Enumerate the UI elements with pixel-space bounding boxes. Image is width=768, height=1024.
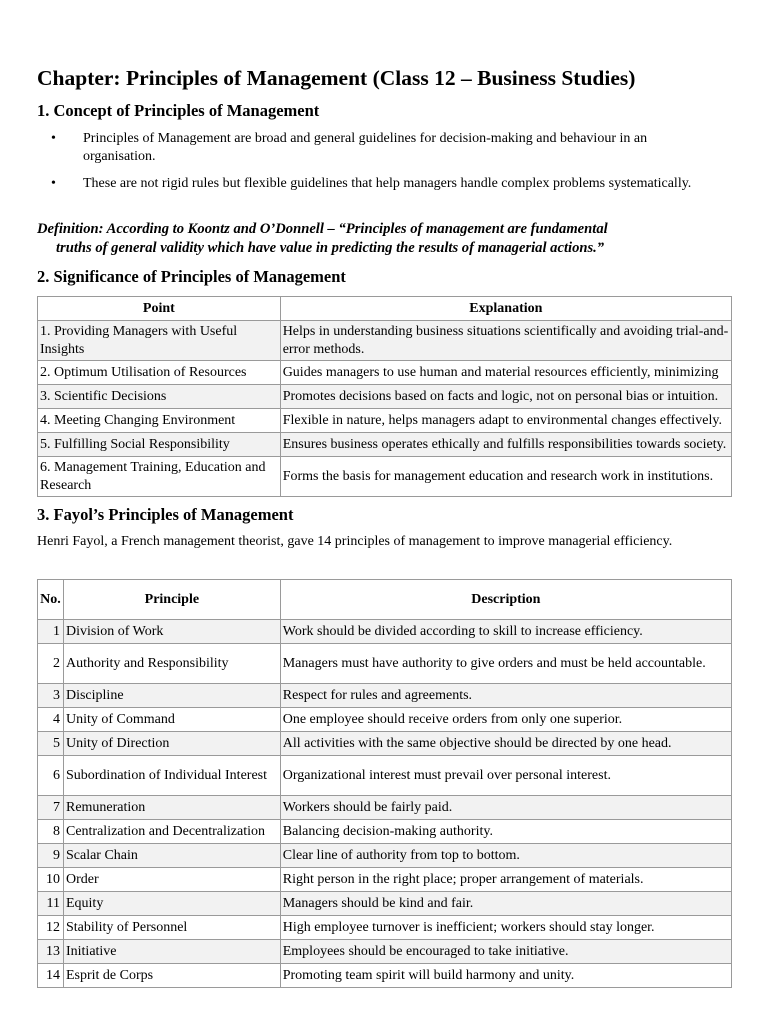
- description-cell: Workers should be fairly paid.: [280, 796, 731, 820]
- table-row: [38, 433, 732, 457]
- bullet-icon: •: [51, 176, 56, 191]
- explanation-cell: Promotes decisions based on facts and logic, not on personal bias or intuition.: [282, 388, 719, 404]
- principle-cell: Equity: [63, 892, 280, 916]
- bullet-text: Principles of Management are broad and general guidelines for decision-making and behaviour in an organisation.: [83, 131, 648, 164]
- no-cell: 6: [38, 756, 64, 796]
- point-cell: 4. Meeting Changing Environment: [38, 409, 281, 433]
- no-cell: 9: [38, 844, 64, 868]
- no-cell: 3: [38, 684, 64, 708]
- table-row: [38, 796, 732, 820]
- no-cell: 2: [38, 644, 64, 684]
- table-row: [38, 820, 732, 844]
- definition: [37, 220, 737, 258]
- principle-cell: Authority and Responsibility: [63, 644, 280, 684]
- table-row: [38, 321, 732, 361]
- table-row: [38, 756, 732, 796]
- description-cell: Respect for rules and agreements.: [280, 684, 731, 708]
- description-cell: Employees should be encouraged to take initiative.: [280, 940, 731, 964]
- principle-cell: Esprit de Corps: [63, 964, 280, 988]
- explanation-cell: Guides managers to use human and material resources efficiently, minimizing: [282, 364, 719, 380]
- bullet-icon: •: [51, 131, 56, 146]
- no-cell: 11: [38, 892, 64, 916]
- definition-line-2: truths of general validity which have value in predicting the results of managerial actions.”: [56, 240, 605, 256]
- bullet-text: These are not rigid rules but flexible guidelines that help managers handle complex problems systematically.: [83, 176, 692, 191]
- description-cell: Balancing decision-making authority.: [280, 820, 731, 844]
- no-cell: 10: [38, 868, 64, 892]
- no-cell: 4: [38, 708, 64, 732]
- no-cell: 7: [38, 796, 64, 820]
- principle-cell: Discipline: [63, 684, 280, 708]
- table-row: [38, 844, 732, 868]
- principle-cell: Order: [63, 868, 280, 892]
- description-cell: Right person in the right place; proper arrangement of materials.: [280, 868, 731, 892]
- point-cell: 6. Management Training, Education and Research: [38, 457, 281, 497]
- principle-cell: Scalar Chain: [63, 844, 280, 868]
- table-row: [38, 644, 732, 684]
- description-cell: Managers should be kind and fair.: [280, 892, 731, 916]
- no-cell: 13: [38, 940, 64, 964]
- table-row: [38, 732, 732, 756]
- description-cell: Organizational interest must prevail over personal interest.: [280, 756, 731, 796]
- description-cell: One employee should receive orders from only one superior.: [280, 708, 731, 732]
- explanation-cell: Ensures business operates ethically and fulfills responsibilities towards society.: [282, 436, 727, 452]
- no-cell: 5: [38, 732, 64, 756]
- description-cell: Managers must have authority to give orders and must be held accountable.: [280, 644, 731, 684]
- no-cell: 14: [38, 964, 64, 988]
- principle-cell: Remuneration: [63, 796, 280, 820]
- description-cell: Work should be divided according to skill to increase efficiency.: [280, 620, 731, 644]
- column-header-explanation: Explanation: [280, 297, 731, 321]
- section-2-heading: 2. Significance of Principles of Management: [37, 267, 346, 286]
- table-row: [38, 892, 732, 916]
- table-row: [38, 457, 732, 497]
- explanation-cell: Helps in understanding business situations scientifically and avoiding trial-and-error methods.: [280, 321, 731, 361]
- table-row: [38, 385, 732, 409]
- principle-cell: Unity of Command: [63, 708, 280, 732]
- explanation-cell: Flexible in nature, helps managers adapt to environmental changes effectively.: [282, 412, 722, 428]
- principle-cell: Division of Work: [63, 620, 280, 644]
- table-row: [38, 708, 732, 732]
- column-header-no: No.: [38, 580, 64, 620]
- principle-cell: Initiative: [63, 940, 280, 964]
- table-row: [38, 868, 732, 892]
- point-cell: 1. Providing Managers with Useful Insights: [38, 321, 281, 361]
- page-title: Chapter: Principles of Management (Class 12 – Business Studies): [37, 66, 636, 90]
- section-3-heading: 3. Fayol’s Principles of Management: [37, 505, 294, 524]
- description-cell: High employee turnover is inefficient; workers should stay longer.: [280, 916, 731, 940]
- section-1-heading: 1. Concept of Principles of Management: [37, 101, 320, 120]
- description-cell: All activities with the same objective should be directed by one head.: [282, 735, 672, 751]
- no-cell: 8: [38, 820, 64, 844]
- column-header-point: Point: [38, 297, 281, 321]
- point-cell: 3. Scientific Decisions: [38, 385, 281, 409]
- fayol-principles-table: [37, 579, 732, 988]
- principle-cell: Subordination of Individual Interest: [63, 756, 280, 796]
- principle-cell: Unity of Direction: [63, 732, 280, 756]
- point-cell: 2. Optimum Utilisation of Resources: [38, 361, 281, 385]
- column-header-principle: Principle: [63, 580, 280, 620]
- principle-cell: Stability of Personnel: [63, 916, 280, 940]
- table-header-row: [38, 297, 732, 321]
- point-cell: 5. Fulfilling Social Responsibility: [38, 433, 281, 457]
- table-row: [38, 620, 732, 644]
- table-header-row: [38, 580, 732, 620]
- significance-table: [37, 296, 732, 497]
- table-row: [38, 916, 732, 940]
- principle-cell: Centralization and Decentralization: [65, 823, 266, 839]
- no-cell: 12: [38, 916, 64, 940]
- no-cell: 1: [38, 620, 64, 644]
- section-3-intro: Henri Fayol, a French management theorist, gave 14 principles of management to improve managerial efficiency.: [37, 534, 673, 549]
- table-row: [38, 940, 732, 964]
- description-cell: Clear line of authority from top to bottom.: [280, 844, 731, 868]
- definition-line-1: Definition: According to Koontz and O’Donnell – “Principles of management are fundamental: [37, 221, 608, 237]
- column-header-description: Description: [280, 580, 731, 620]
- table-row: [38, 964, 732, 988]
- table-row: [38, 361, 732, 385]
- description-cell: Promoting team spirit will build harmony and unity.: [280, 964, 731, 988]
- explanation-cell: Forms the basis for management education and research work in institutions.: [280, 457, 731, 497]
- table-row: [38, 409, 732, 433]
- table-row: [38, 684, 732, 708]
